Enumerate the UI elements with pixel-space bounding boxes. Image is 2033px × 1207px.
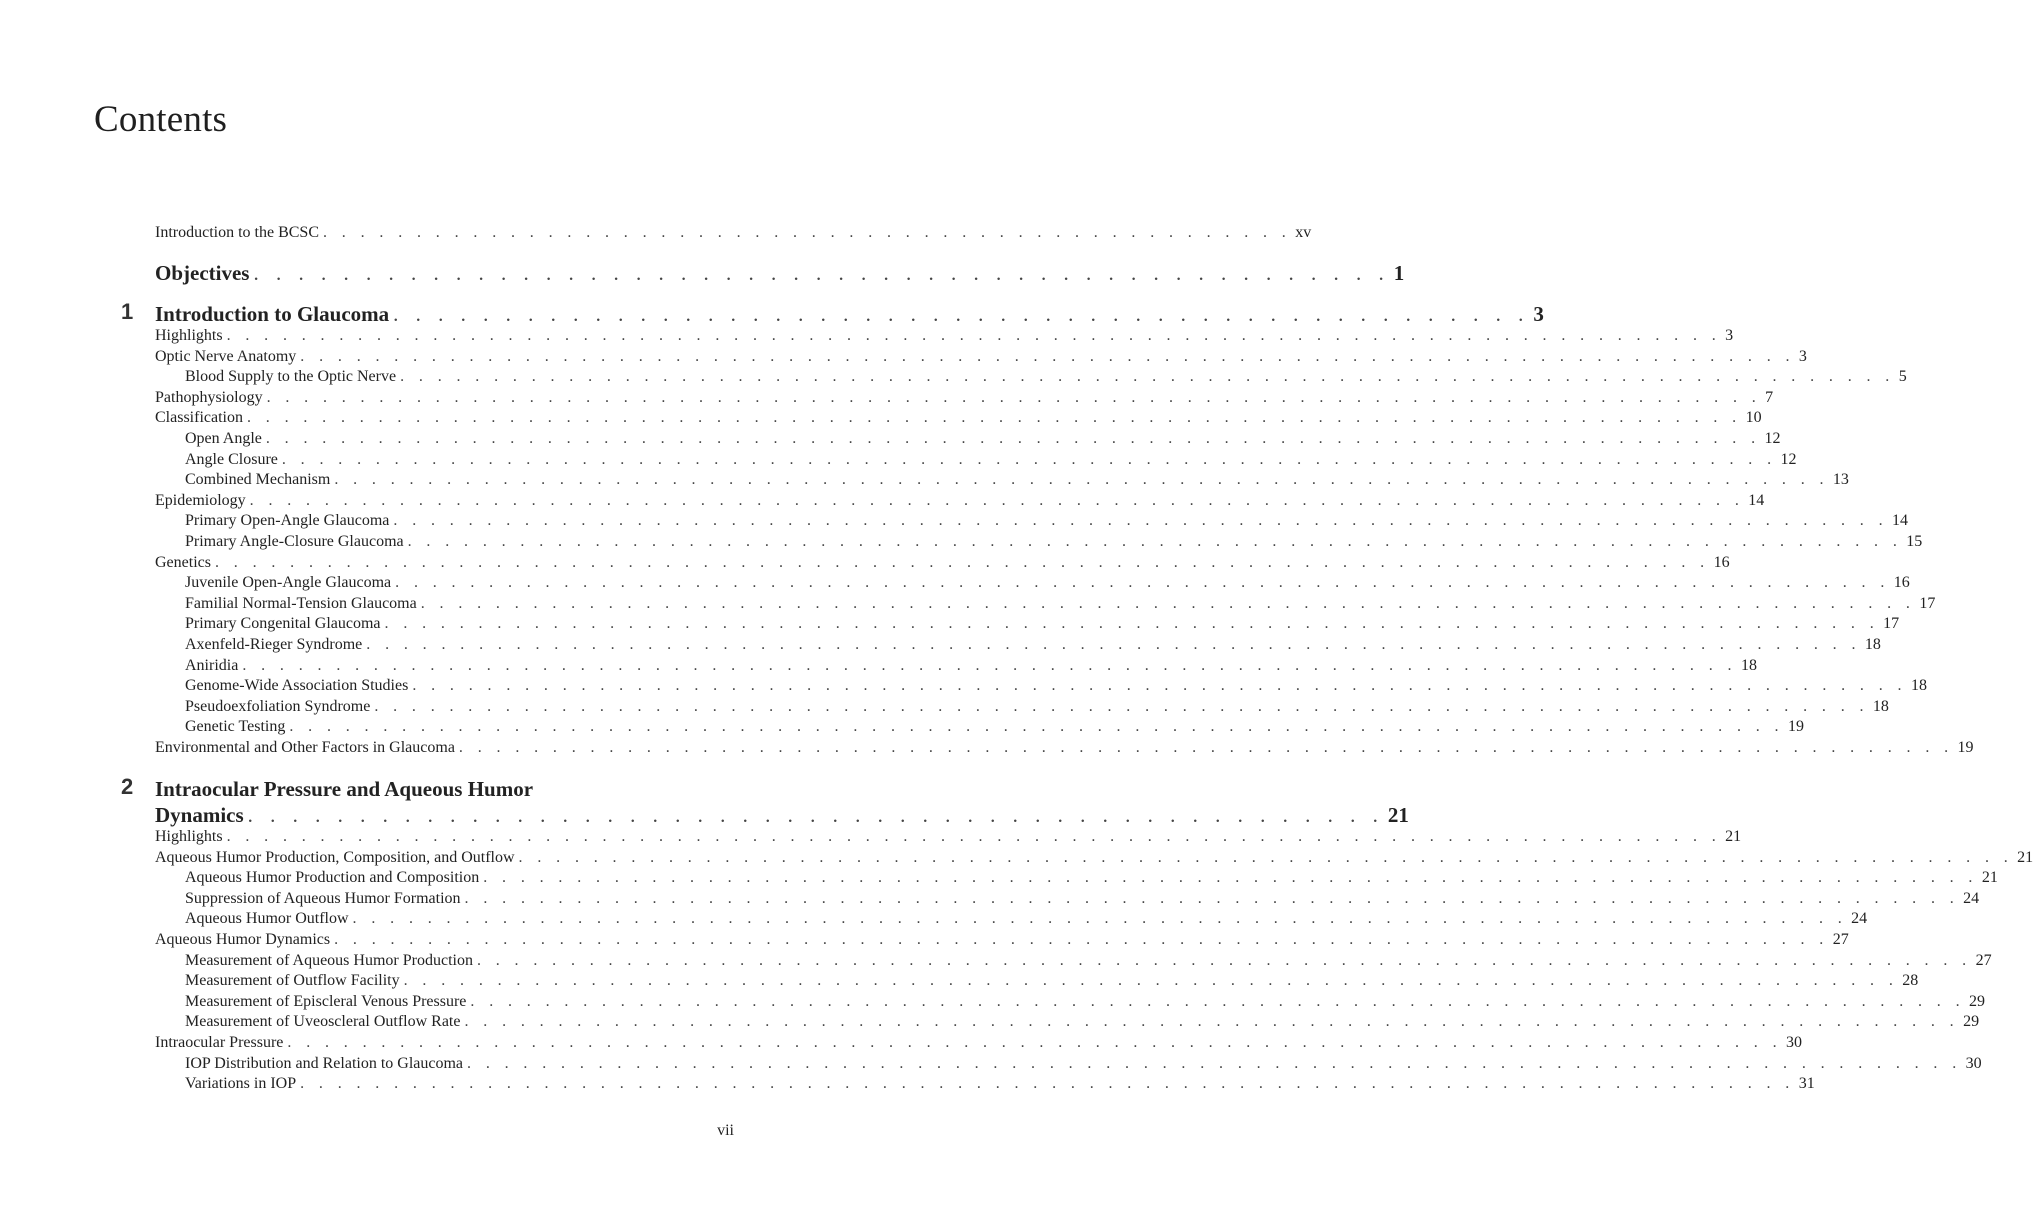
toc-entry-page: 7 (1765, 388, 1774, 406)
toc-entry-page: 14 (1892, 512, 1908, 530)
toc-entry-page: 21 (1725, 828, 1742, 845)
toc-entry-label: Open Angle (185, 430, 262, 447)
toc-entry[interactable] (185, 429, 1781, 449)
toc-entry-page: 19 (1957, 739, 1974, 756)
toc-entry[interactable] (185, 1074, 1815, 1094)
toc-entry-label: Pathophysiology (155, 388, 263, 406)
dot-leader: . . . . . . . . . . . . . . . . . . . . . . . . . . . . . . . . . . . . . . . . . . . . . . . . . . . . . . . . . . . . . . . . . . . . . . . . . . . . . . . . (334, 471, 1829, 489)
dot-leader: . . . . . . . . . . . . . . . . . . . . . . . . . . . . . . . . . . . . . . . . . . . . . . . . . . . . . . . . . . . . . . . . . . . . . . . . . . . . . . . . (384, 615, 1880, 633)
toc-entry-label: Optic Nerve Anatomy (155, 347, 297, 365)
dot-leader: . . . . . . . . . . . . . . . . . . . . . . . . . . . . . . . . . . . . . . . . . . . . . . . . . . . . . . . . . . . . . . . . . . . . . . . . . . . . . . . . (403, 972, 1899, 990)
dot-leader: . . . . . . . . . . . . . . . . . . . . . . . . . . . . . . . . . . . . . . . . . . . . . . . . . . . (247, 803, 1384, 827)
chapter-number: 1 (121, 299, 134, 324)
toc-entry[interactable] (185, 1012, 1980, 1032)
dot-leader: . . . . . . . . . . . . . . . . . . . . . . . . . . . . . . . . . . . . . . . . . . . . . . . . . . . . . . . . . . . . . . . . . . . . . . . . . . . . . . . . (407, 533, 1903, 550)
toc-entry-label: Combined Mechanism (185, 471, 331, 489)
toc-entry-page: 17 (1919, 594, 1936, 612)
toc-entry[interactable] (185, 511, 1908, 531)
toc-entry-page: 31 (1798, 1075, 1815, 1093)
toc-entry[interactable] (155, 326, 1734, 346)
toc-entry-page: xv (1295, 224, 1312, 241)
toc-entry-page: 3 (1798, 347, 1807, 365)
toc-entry-label: Aqueous Humor Dynamics (155, 931, 331, 948)
toc-entry-label: Objectives (155, 261, 250, 285)
toc-entry[interactable] (185, 573, 1910, 593)
dot-leader: . . . . . . . . . . . . . . . . . . . . . . . . . . . . . . . . . . . . . . . . . . . . . . . . . . . . . . . . . . . . . . . . . . . . . . . . . . . . . . . . (266, 388, 1762, 406)
chapter-title: Intraocular Pressure and Aqueous Humor (155, 777, 534, 801)
chapter-number: 2 (121, 774, 134, 799)
toc-entry[interactable] (185, 971, 1919, 991)
toc-entry-label: Primary Angle-Closure Glaucoma (185, 533, 404, 550)
toc-entry-page: 5 (1898, 368, 1907, 386)
toc-entry[interactable] (185, 1054, 1982, 1074)
toc-entry-page: 27 (1975, 951, 1992, 969)
toc-entry[interactable] (185, 992, 1986, 1012)
dot-leader: . . . . . . . . . . . . . . . . . . . . . . . . . . . . . . . . . . . . . . . . . . . . . . . . . . . . . . . . . . . . . . . . . . . . . . . . . . . . . . . . (226, 327, 1722, 344)
dot-leader: . . . . . . . . . . . . . . . . . . . . . . . . . . . . . . . . . . . . . . . . . . . . . . . . . . . . (323, 224, 1292, 241)
toc-entry-label: Genome-Wide Association Studies (185, 677, 409, 695)
toc-entry-label: Introduction to the BCSC (155, 224, 319, 241)
dot-leader: . . . . . . . . . . . . . . . . . . . . . . . . . . . . . . . . . . . . . . . . . . . . . . . . . . . . . . . . . . . . . . . . . . . . . . . . . . . . . . . . (246, 409, 1742, 427)
toc-entry-page: 29 (1969, 992, 1986, 1010)
toc-entry-page: 16 (1713, 553, 1730, 571)
toc-entry-page: 27 (1832, 931, 1849, 948)
toc-entry-label: Classification (155, 409, 243, 427)
toc-entry[interactable] (155, 848, 2033, 868)
dot-leader: . . . . . . . . . . . . . . . . . . . . . . . . . . . . . . . . . . . . . . . . . . . . . . . . . . . . . . . . . . . . . . . . . . . . . . . . . . . . . . . . (374, 697, 1869, 715)
toc-chapter-2[interactable] (155, 802, 1409, 828)
dot-leader: . . . . . . . . . . . . . . . . . . . . . . . . . . . . . . . . . . . . . . . . . . . . . . . . . . . . . . . . . . . . . . . . . . . . . . . . . . . . . . . . (393, 512, 1888, 530)
toc-entry[interactable] (185, 614, 1900, 634)
dot-leader: . . . . . . . . . . . . . . . . . . . . . . . . . . . . . . . . . . . . . . . . . . . . . . . . . . . . . . . . . . . . . . . . . . . . . . . . . . . . . . . . (476, 951, 1972, 969)
dot-leader: . . . . . . . . . . . . . . . . . . . . . . . . . . . . . . . . . . . . . . . . . . . . . . . . . . . . . . . . . . . . . . . . . . . . . . . . . . . . . . . . (249, 491, 1745, 509)
toc-entry-page: 17 (1883, 615, 1900, 633)
toc-entry[interactable] (185, 532, 1923, 552)
toc-entry[interactable] (185, 697, 1889, 717)
toc-entry-page: 30 (1965, 1054, 1982, 1072)
toc-entry[interactable] (185, 635, 1881, 655)
dot-leader: . . . . . . . . . . . . . . . . . . . . . . . . . . . . . . . . . . . . . . . . . . . . . . . . . . . . . . . . . . . . . . . . . . . . . . . . . . . . . . . . (464, 1013, 1960, 1031)
toc-entry-label: Measurement of Outflow Facility (185, 972, 400, 990)
dot-leader: . . . . . . . . . . . . . . . . . . . . . . . . . . . . . . . . . . . . . . . . . . . . . . . . . . . . . . . . . . . . . . . . . . . . . . . . . . . . . . . . (518, 848, 2014, 866)
dot-leader: . . . . . . . . . . . . . . . . . . . . . . . . . . . . . . . . . . . . . . . . . . . . . . . . . . . . . . . . . . . . . . . . . . . . . . . . . . . . . . . . (242, 656, 1737, 674)
toc-entry-label: Aniridia (185, 656, 239, 674)
toc-entry-label: Blood Supply to the Optic Nerve (185, 368, 397, 386)
toc-entry-label: Measurement of Uveoscleral Outflow Rate (185, 1013, 461, 1031)
dot-leader: . . . . . . . . . . . . . . . . . . . . . . . . . . . . . . . . . . . . . . . . . . . . . . . . . . . . . . . . . . . . . . . . . . . . . . . . . . . . . . . . (400, 368, 1895, 386)
dot-leader: . . . . . . . . . . . . . . . . . . . . . . . . . . . . . . . . . . . . . . . . . . . . . . . . . . . . . . . . . . . . . . . . . . . . . . . . . . . . . . . . (395, 574, 1890, 592)
dot-leader: . . . . . . . . . . . . . . . . . . . . . . . . . . . . . . . . . . . . . . . . . . . . . . . . . . . . . . . . . . . . . . . . . . . . . . . . . . . . . . . . (265, 430, 1761, 447)
toc-entry-label: Juvenile Open-Angle Glaucoma (185, 574, 392, 592)
dot-leader: . . . . . . . . . . . . . . . . . . . . . . . . . . . . . . . . . . . . . . . . . . . . . . . . . . . . . . . . . . . . . . . . . . . . . . . . . . . . . . . . (470, 992, 1966, 1010)
toc-entry[interactable] (185, 868, 1998, 888)
toc-entry[interactable] (155, 553, 1730, 573)
toc-entry[interactable] (185, 676, 1927, 696)
chapter-title: Introduction to Glaucoma (155, 302, 390, 326)
toc-entry-page: 14 (1748, 491, 1765, 509)
dot-leader: . . . . . . . . . . . . . . . . . . . . . . . . . . . . . . . . . . . . . . . . . . . . . . . . . . . . . . . . . . . . . . . . . . . . . . . . . . . . . . . . (412, 677, 1907, 695)
toc-entry[interactable] (155, 347, 1807, 367)
dot-leader: . . . . . . . . . . . . . . . . . . . . . . . . . . . . . . . . . . . . . . . . . . . . . . . . . . . . . . . . . . . . . . . . . . . . . . . . . . . . . . . . (483, 869, 1978, 887)
dot-leader: . . . . . . . . . . . . . . . . . . . . . . . . . . . . . . . . . . . . . . . . . . . . . . . . . . . . . . . . . . . . . . . . . . . . . . . . . . . . . . . . (281, 450, 1777, 468)
toc-entry-page: 28 (1902, 972, 1919, 990)
dot-leader: . . . . . . . . . . . . . . . . . . . . . . . . . . . . . . . . . . . . . . . . . . . . . . . . . . . (253, 261, 1390, 285)
dot-leader: . . . . . . . . . . . . . . . . . . . . . . . . . . . . . . . . . . . . . . . . . . . . . . . . . . . . . . . . . . . . . . . . . . . . . . . . . . . . . . . . (366, 636, 1861, 653)
toc-entry-page: 10 (1745, 409, 1762, 427)
toc-entry-page: 24 (1963, 889, 1980, 907)
toc-entry[interactable] (185, 951, 1992, 971)
toc-entry-page: 16 (1893, 574, 1910, 592)
toc-entry-page: 21 (1387, 803, 1409, 827)
toc-entry-page: 3 (1725, 327, 1734, 344)
dot-leader: . . . . . . . . . . . . . . . . . . . . . . . . . . . . . . . . . . . . . . . . . . . . . . . . . . . . . . . . . . . . . . . . . . . . . . . . . . . . . . . . (214, 553, 1710, 571)
toc-chapter-1[interactable] (155, 301, 1544, 327)
toc-entry-objectives[interactable] (155, 260, 1405, 286)
toc-entry[interactable] (155, 388, 1774, 408)
chapter-title-continued: Dynamics (155, 803, 244, 827)
toc-entry-label: Pseudoexfoliation Syndrome (185, 697, 371, 715)
page-title: Contents (94, 99, 228, 140)
toc-entry-label: Aqueous Humor Production and Composition (185, 869, 480, 887)
toc-entry-intro[interactable] (155, 223, 1312, 243)
dot-leader: . . . . . . . . . . . . . . . . . . . . . . . . . . . . . . . . . . . . . . . . . . . . . . . . . . . . . . . . . . . . . . . . . . . . . . . . . . . . . . . . (352, 910, 1848, 928)
toc-entry-label: Epidemiology (155, 491, 246, 509)
toc-entry-page: 18 (1872, 697, 1889, 715)
toc-entry-page: 30 (1786, 1034, 1802, 1051)
toc-entry[interactable] (155, 738, 1974, 758)
toc-entry-label: Primary Congenital Glaucoma (185, 615, 381, 633)
toc-entry-page: 1 (1393, 261, 1405, 285)
dot-leader: . . . . . . . . . . . . . . . . . . . . . . . . . . . . . . . . . . . . . . . . . . . . . . . . . . . . . . . . . . . . . . . . . . . . . . . . . . . . . . . . (300, 1075, 1795, 1093)
toc-entry-label: Genetic Testing (185, 718, 286, 736)
dot-leader: . . . . . . . . . . . . . . . . . . . . . . . . . . . . . . . . . . . . . . . . . . . . . . . . . . . . . . . . . . . . . . . . . . . . . . . . . . . . . . . . (334, 931, 1829, 948)
toc-entry-label: Axenfeld-Rieger Syndrome (185, 636, 363, 653)
toc-entry[interactable] (155, 408, 1762, 428)
toc-entry[interactable] (185, 909, 1868, 929)
toc-entry-label: Suppression of Aqueous Humor Formation (185, 889, 461, 907)
toc-entry[interactable] (185, 367, 1907, 387)
toc-entry-page: 19 (1787, 718, 1804, 736)
toc-entry-page: 13 (1832, 471, 1849, 489)
toc-entry-label: Familial Normal-Tension Glaucoma (185, 594, 417, 612)
toc-entry-label: Primary Open-Angle Glaucoma (185, 512, 390, 530)
toc-entry-label: Measurement of Aqueous Humor Production (185, 951, 473, 969)
dot-leader: . . . . . . . . . . . . . . . . . . . . . . . . . . . . . . . . . . . . . . . . . . . . . . . . . . . . . . . . . . . . . . . . . . . . . . . . . . . . . . . . (300, 347, 1795, 365)
toc-entry[interactable] (155, 491, 1765, 511)
dot-leader: . . . . . . . . . . . . . . . . . . . . . . . . . . . . . . . . . . . . . . . . . . . . . . . . . . . . . . . . . . . . . . . . . . . . . . . . . . . . . . . . (420, 594, 1916, 612)
toc-entry[interactable] (185, 889, 1980, 909)
toc-entry-page: 24 (1851, 910, 1868, 928)
toc-entry-label: Aqueous Humor Production, Composition, and Outflow (155, 848, 515, 866)
dot-leader: . . . . . . . . . . . . . . . . . . . . . . . . . . . . . . . . . . . . . . . . . . . . . . . . . . . . . . . . . . . . . . . . . . . . . . . . . . . . . . . . (464, 889, 1960, 907)
dot-leader: . . . . . . . . . . . . . . . . . . . . . . . . . . . . . . . . . . . . . . . . . . . . . . . . . . . . . . . . . . . . . . . . . . . . . . . . . . . . . . . . (289, 718, 1784, 736)
toc-entry[interactable] (185, 594, 1936, 614)
toc-entry-label: Measurement of Episcleral Venous Pressure (185, 992, 467, 1010)
toc-entry[interactable] (155, 827, 1742, 847)
toc-entry[interactable] (185, 470, 1849, 490)
toc-entry[interactable] (185, 656, 1757, 676)
toc-entry[interactable] (185, 717, 1804, 737)
toc-entry[interactable] (155, 1033, 1802, 1053)
toc-entry-label: IOP Distribution and Relation to Glaucoma (185, 1054, 464, 1072)
toc-entry-page: 18 (1864, 636, 1881, 653)
toc-entry-page: 15 (1906, 533, 1923, 550)
toc-entry-label: Intraocular Pressure (155, 1034, 284, 1051)
toc-entry-page: 3 (1533, 302, 1544, 326)
toc-entry-page: 21 (2017, 848, 2033, 866)
toc-entry-label: Environmental and Other Factors in Glaucoma (155, 739, 455, 756)
toc-entry-page: 18 (1740, 656, 1757, 674)
dot-leader: . . . . . . . . . . . . . . . . . . . . . . . . . . . . . . . . . . . . . . . . . . . . . . . . . . . . . . . . . . . . . . . . . . . . . . . . . . . . . . . . (287, 1034, 1782, 1051)
toc-entry-page: 18 (1910, 677, 1927, 695)
toc-entry-label: Genetics (155, 553, 211, 571)
toc-entry-label: Highlights (155, 327, 223, 344)
toc-entry-page: 12 (1764, 430, 1781, 447)
dot-leader: . . . . . . . . . . . . . . . . . . . . . . . . . . . . . . . . . . . . . . . . . . . . . . . . . . . . . . . . . . . . . . . . . . . . . . . . . . . . . . . . (467, 1054, 1962, 1072)
dot-leader: . . . . . . . . . . . . . . . . . . . . . . . . . . . . . . . . . . . . . . . . . . . . . . . . . . . (393, 302, 1530, 326)
toc-entry[interactable] (185, 450, 1797, 470)
page-number: vii (717, 1122, 734, 1139)
toc-entry-label: Variations in IOP (185, 1075, 297, 1093)
dot-leader: . . . . . . . . . . . . . . . . . . . . . . . . . . . . . . . . . . . . . . . . . . . . . . . . . . . . . . . . . . . . . . . . . . . . . . . . . . . . . . . . (458, 739, 1954, 756)
dot-leader: . . . . . . . . . . . . . . . . . . . . . . . . . . . . . . . . . . . . . . . . . . . . . . . . . . . . . . . . . . . . . . . . . . . . . . . . . . . . . . . . (226, 828, 1722, 845)
toc-entry-page: 21 (1981, 869, 1998, 887)
toc-entry[interactable] (155, 930, 1849, 950)
toc-entry-label: Angle Closure (185, 450, 278, 468)
toc-entry-label: Aqueous Humor Outflow (185, 910, 349, 928)
toc-entry-label: Highlights (155, 828, 223, 845)
toc-entry-page: 29 (1963, 1013, 1980, 1031)
toc-entry-page: 12 (1780, 450, 1797, 468)
